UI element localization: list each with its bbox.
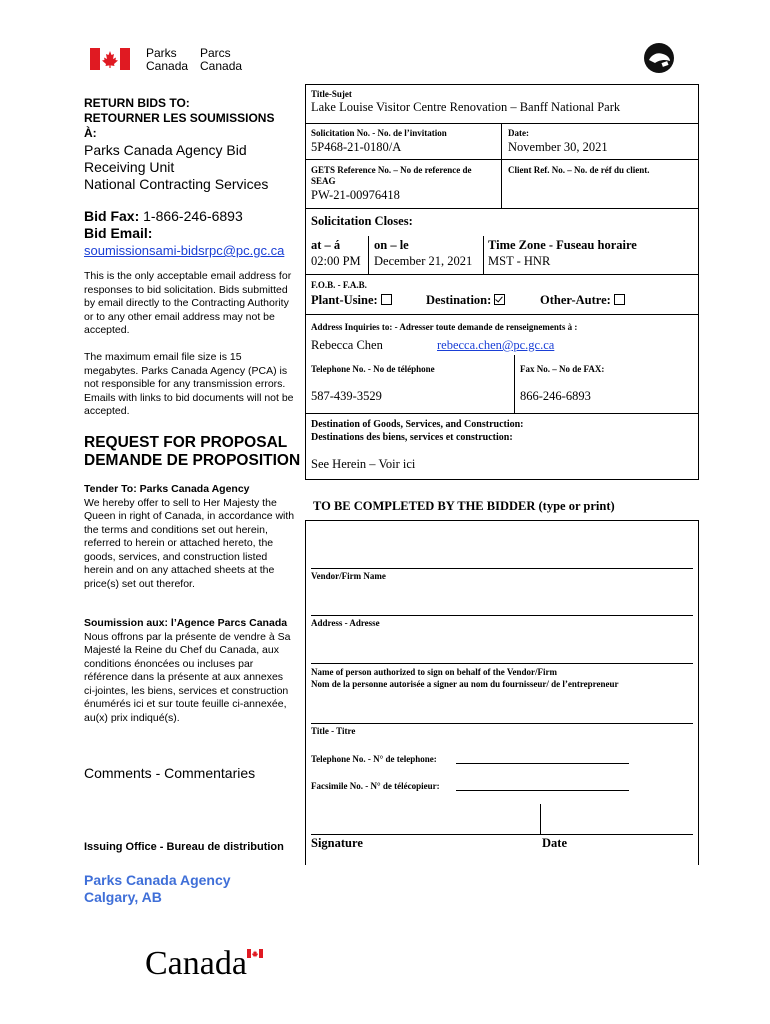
agency-name: Parks Canada Agency [84,872,231,888]
contact-email-link[interactable]: rebecca.chen@pc.gc.ca [437,338,555,352]
goods-destination-fr: Destinations des biens, services et construction: [311,432,513,443]
bid-fax-value: 1-866-246-6893 [143,208,243,224]
fob-destination [426,293,505,308]
authorized-name-fr: Nom de la personne autorisée a signer au nom du fournisseur/ de l’entrepreneur [311,679,619,689]
signature-date-label: Date [542,836,567,850]
file-size-note: The maximum email file size is 15 megabytes. Parks Canada Agency (PCA) is not responsible for any transmission errors. Emails with links to bid documents will not be accepted. [84,351,294,417]
goods-destination-label [311,418,524,444]
receiving-unit-line1: Parks Canada Agency Bid [84,142,247,158]
return-bids-line3: À: [84,126,97,140]
plant-checkbox[interactable] [381,294,392,305]
address-line[interactable] [311,615,693,616]
authorized-name-line[interactable] [311,663,693,664]
rfp-heading [84,434,300,470]
tender-section [84,483,296,591]
signature-label: Signature [311,836,363,850]
date-value: November 30, 2021 [508,140,608,154]
soumission-text: Nous offrons par la présente de vendre à Sa Majesté la Reine du Chef du Canada, aux conditions énoncées ou incluses par référence dans la présente at aux annexes ci-jointes, les biens, services et construction énumérés ici et sur toute feuille ci-annexée, au(x) prix indiqué(s). [84,630,291,724]
canada-wordmark: Canada [145,945,247,982]
other-checkbox[interactable] [614,294,625,305]
comments-heading: Comments - Commentaries [84,765,256,781]
return-bids-line1: RETURN BIDS TO: [84,96,190,110]
divider [305,274,699,275]
divider [501,123,502,208]
email-note: This is the only acceptable email address for responses to bid solicitation. Bids submitted by email directly to the Contracting Authority or to any other email address may not be accepted. [84,270,292,336]
parks-canada-fr-wordmark [200,47,242,73]
vendor-name-line[interactable] [311,568,693,569]
issuing-office-label: Issuing Office - Bureau de distribution [84,841,284,853]
time-zone-label: Time Zone - Fuseau horaire [488,238,637,252]
tender-text: We hereby offer to sell to Her Majesty the Queen in right of Canada, in accordance with the terms and conditions set out herein, referred to herein or attached hereto, the goods, services, and construction listed herein and on any attached sheets at the price(s) set out therefor. [84,496,295,590]
rfp-fr: DEMANDE DE PROPOSITION [84,452,301,469]
goods-destination-value: See Herein – Voir ici [311,457,416,471]
receiving-unit [84,142,268,193]
bid-email-label: Bid Email: [84,225,153,241]
tender-title: Tender To: Parks Canada Agency [84,483,250,495]
parks-en-line2: Canada [146,59,189,73]
closing-date-value: December 21, 2021 [374,254,473,268]
solicitation-no-value: 5P468-21-0180/A [311,140,402,154]
parks-fr-line2: Canada [200,59,243,73]
bidder-title-label: Title - Titre [311,726,356,736]
inquiries-label: Address Inquiries to: - Adresser toute demande de renseignements à : [311,322,578,332]
parks-en-line1: Parks [146,46,177,60]
fob-other-label: Other-Autre: [540,293,611,307]
destination-checkbox[interactable] [494,294,505,305]
divider [305,314,699,315]
canada-flag-icon [90,48,130,70]
divider [305,123,699,124]
date-label: Date: [508,128,529,138]
receiving-unit-line3: National Contracting Services [84,176,269,192]
vendor-name-label: Vendor/Firm Name [311,571,386,581]
fax-label: Fax No. – No de FAX: [520,364,605,374]
parks-canada-beaver-logo-icon [643,42,675,74]
signature-line[interactable] [311,834,693,835]
bidder-section-heading: TO BE COMPLETED BY THE BIDDER (type or print) [313,499,615,513]
rfp-en: REQUEST FOR PROPOSAL [84,434,288,451]
bidder-fax-line[interactable] [456,790,629,791]
bid-contact [84,208,284,259]
telephone-value: 587-439-3529 [311,389,382,403]
authorized-name-en: Name of person authorized to sign on behalf of the Vendor/Firm [311,667,557,677]
gets-ref-value: PW-21-00976418 [311,188,400,202]
title-label: Title-Sujet [311,89,352,99]
divider [368,236,369,274]
divider [514,355,515,413]
divider [305,159,699,160]
solicitation-no-label: Solicitation No. - No. de l’invitation [311,128,447,138]
divider [540,804,541,834]
issuing-agency [84,872,231,906]
fob-plant [311,293,392,308]
title-value: Lake Louise Visitor Centre Renovation – Banff National Park [311,100,621,114]
fob-label: F.O.B. - F.A.B. [311,280,367,290]
bidder-telephone-label: Telephone No. - N° de telephone: [311,754,437,764]
soumission-title: Soumission aux: l’Agence Parcs Canada [84,617,288,629]
parks-canada-en-wordmark [146,47,188,73]
divider [305,413,699,414]
fob-plant-label: Plant-Usine: [311,293,378,307]
return-bids-heading [84,96,294,141]
closing-time-value: 02:00 PM [311,254,361,268]
contact-name: Rebecca Chen [311,338,383,352]
telephone-label: Telephone No. - No de téléphone [311,364,435,374]
goods-destination-en: Destination of Goods, Services, and Construction: [311,419,524,430]
closing-date-label: on – le [374,238,409,252]
bid-fax-label: Bid Fax: [84,208,140,224]
solicitation-closes-label: Solicitation Closes: [311,214,413,228]
agency-city: Calgary, AB [84,889,162,905]
bid-email-link[interactable]: soumissionsami-bidsrpc@pc.gc.ca [84,243,285,258]
title-line[interactable] [311,723,693,724]
divider [483,236,484,274]
bidder-telephone-line[interactable] [456,763,629,764]
soumission-section [84,617,296,725]
closing-time-label: at – á [311,238,341,252]
client-ref-label: Client Ref. No. – No. de réf du client. [508,165,650,175]
time-zone-value: MST - HNR [488,254,551,268]
parks-fr-line1: Parcs [200,46,231,60]
gets-ref-label: GETS Reference No. – No de reference de SEAG [311,165,472,186]
authorized-name-label [311,666,619,690]
wordmark-flag-icon [247,949,263,958]
fob-destination-label: Destination: [426,293,492,307]
return-bids-line2: RETOURNER LES SOUMISSIONS [84,111,275,125]
receiving-unit-line2: Receiving Unit [84,159,175,175]
fax-value: 866-246-6893 [520,389,591,403]
fob-other [540,293,625,308]
address-label: Address - Adresse [311,618,380,628]
bidder-fax-label: Facsimile No. - N° de télécopieur: [311,781,440,791]
divider [305,208,699,209]
